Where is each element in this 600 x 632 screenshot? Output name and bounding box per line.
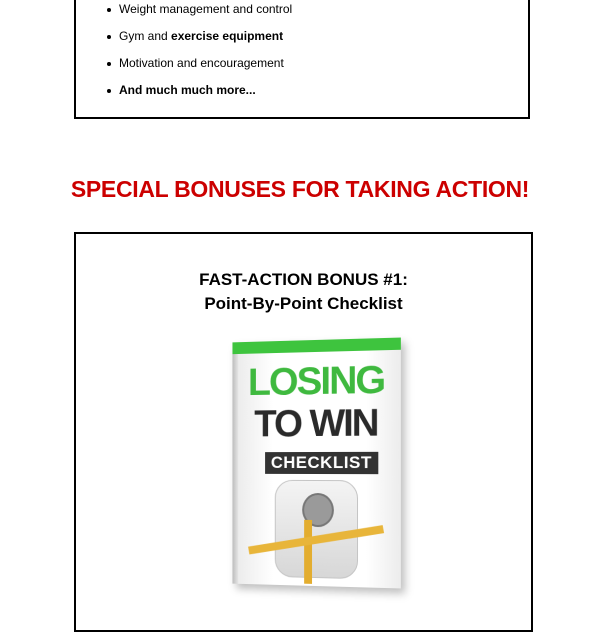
features-box [74,0,530,119]
bathroom-scale-icon [275,480,358,579]
bonus-title [76,268,531,316]
bonuses-headline: SPECIAL BONUSES FOR TAKING ACTION! [70,176,530,202]
cover-green-band [232,338,400,355]
features-list [106,0,292,104]
cover-title-line2: TO WIN [254,402,378,446]
cover-title-line1: LOSING [247,358,385,404]
list-item: Gym and exercise equipment [106,23,292,50]
list-item: And much much more... [106,77,292,104]
measuring-tape-icon [304,520,312,584]
cover-title-line3: CHECKLIST [265,452,378,474]
bonus-title-line2: Point-By-Point Checklist [204,294,403,313]
list-item: Weight management and control [106,0,292,23]
bonus-title-line1: FAST-ACTION BONUS #1: [199,270,408,289]
list-item: Motivation and encouragement [106,50,292,77]
checklist-cover-image [232,338,400,589]
bonus-box [74,232,533,632]
